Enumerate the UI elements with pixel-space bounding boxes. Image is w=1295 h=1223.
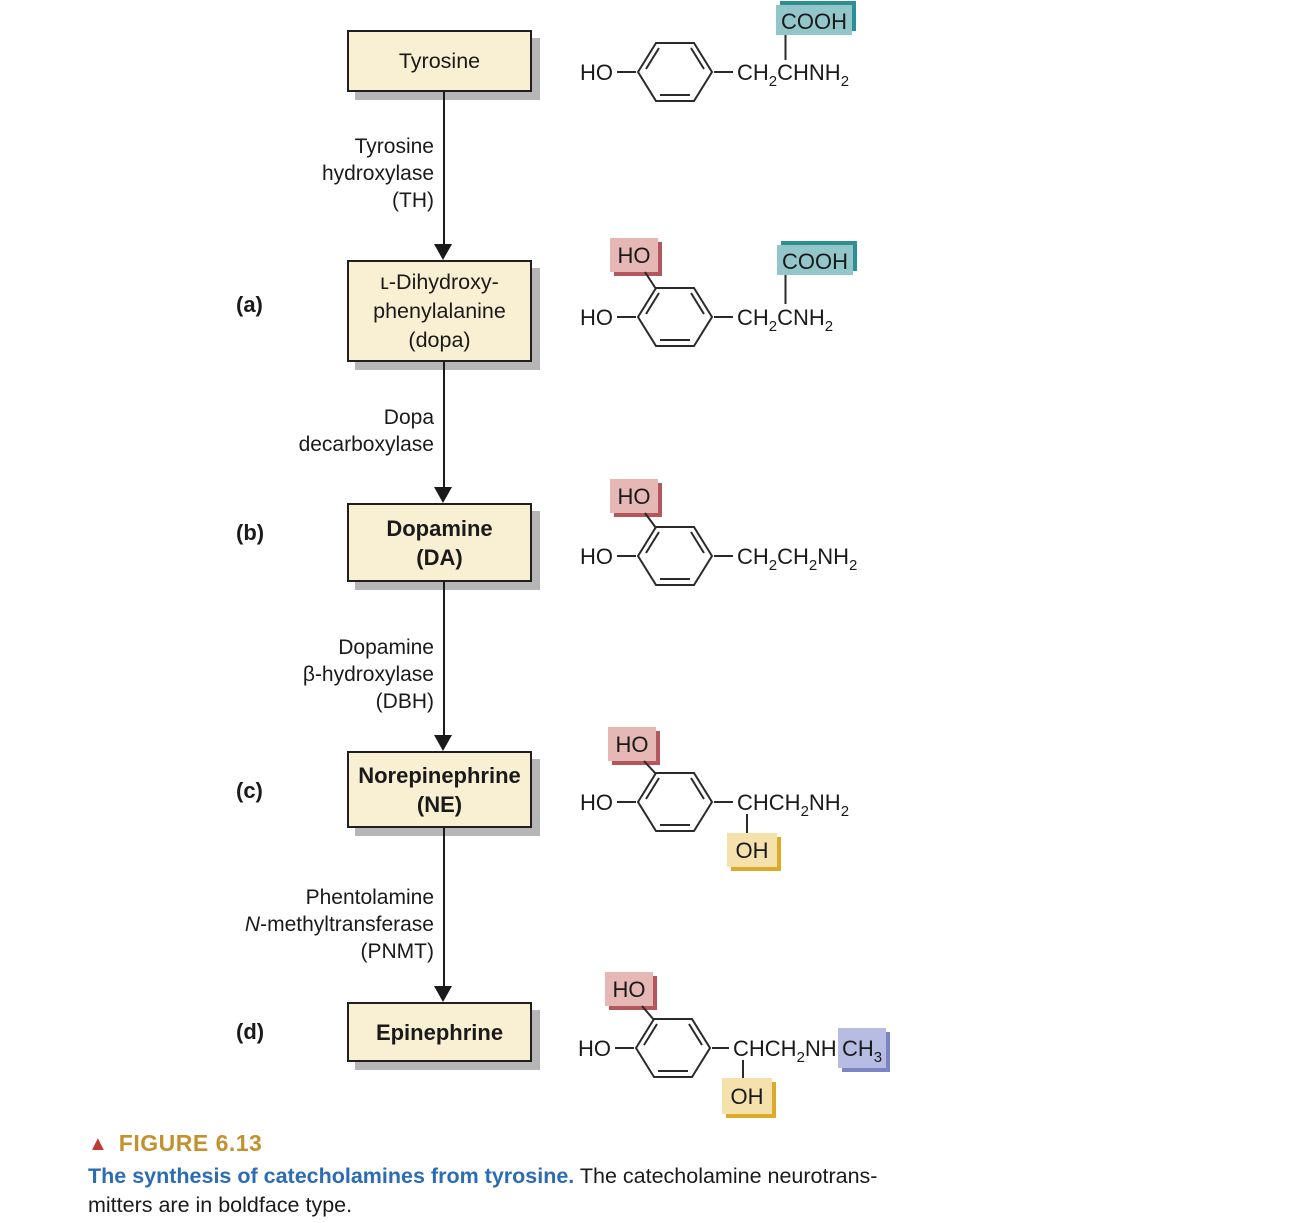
ring-ho-highlight (605, 972, 657, 1010)
figure-caption (88, 1162, 1048, 1219)
benzene-ring (638, 43, 712, 101)
ho-label: HO (578, 1036, 611, 1061)
double-bond (644, 1024, 657, 1045)
arrow-shaft (443, 828, 445, 987)
panel-label-a: (a) (236, 292, 263, 317)
enzyme-dopa-decarboxylase (120, 404, 434, 458)
node-label: Dopamine (386, 515, 493, 541)
structure-dopamine (565, 470, 895, 600)
node-label: phenylalanine (373, 298, 506, 323)
benzene-ring (638, 527, 712, 585)
structure-epinephrine (565, 960, 940, 1125)
arrow-down-icon (434, 362, 454, 503)
node-dopamine (347, 503, 532, 582)
node-dopa (347, 260, 532, 362)
ring-ho-label: HO (612, 977, 646, 1002)
node-label: Epinephrine (375, 1019, 504, 1045)
ring-ho-label: HO (615, 732, 649, 757)
enzyme-tyrosine-hydroxylase (120, 133, 434, 214)
methyl-highlight (838, 1028, 890, 1072)
enzyme-line-rest: -methyltransferase (260, 913, 434, 936)
ring-ho-highlight (610, 479, 662, 517)
enzyme-line (120, 911, 434, 938)
structure-dopa (565, 235, 895, 375)
side-chain-formula: $CH_2CH_2NH_2$ (737, 544, 858, 574)
arrow-head (434, 244, 452, 260)
arrow-down-icon (434, 828, 454, 1002)
caption-text: The catecholamine neurotrans- (574, 1164, 878, 1188)
node-label: Norepinephrine (358, 762, 521, 788)
methyl-label: $CH_3$ (842, 1036, 883, 1066)
enzyme-line: Tyrosine (354, 135, 434, 158)
enzyme-line: decarboxylase (298, 433, 434, 456)
node-label: (dopa) (408, 327, 471, 352)
node-label: (NE) (416, 791, 463, 817)
enzyme-line: (TH) (392, 189, 434, 212)
node-label: (DA) (416, 544, 463, 570)
oh-label: OH (730, 1084, 764, 1109)
side-chain-formula: $CHCH_2NH_2$ (737, 790, 850, 820)
benzene-ring (636, 1019, 710, 1077)
enzyme-line: Dopamine (338, 636, 434, 659)
enzyme-line: Phentolamine (305, 886, 434, 909)
enzyme-pnmt (120, 884, 434, 965)
double-bond (691, 778, 704, 799)
node-tyrosine (347, 30, 532, 92)
ring-ho-label: HO (617, 484, 651, 509)
arrow-down-icon (434, 582, 454, 751)
oh-label: OH (735, 838, 769, 863)
cooh-label: COOH (781, 9, 847, 34)
structure-tyrosine (565, 0, 895, 125)
figure-label-row (88, 1130, 262, 1157)
side-chain-formula: $CH_2CNH_2$ (737, 305, 834, 335)
enzyme-line: (PNMT) (360, 940, 434, 963)
enzyme-line: hydroxylase (321, 162, 434, 185)
panel-label-d: (d) (236, 1019, 265, 1044)
cooh-label: COOH (782, 249, 848, 274)
arrow-head (434, 735, 452, 751)
ring-ho-highlight (608, 727, 660, 765)
node-epinephrine (347, 1002, 532, 1062)
node-label: Tyrosine (398, 48, 481, 73)
figure-number: FIGURE 6.13 (118, 1130, 263, 1156)
node-label: ʟ-Dihydroxy- (380, 269, 499, 294)
double-bond (646, 293, 659, 314)
ho-label: HO (580, 790, 613, 815)
double-bond (646, 532, 659, 553)
enzyme-line: Dopa (383, 406, 434, 429)
arrow-shaft (443, 362, 445, 488)
italic-n: N (244, 913, 261, 936)
benzene-ring (638, 773, 712, 831)
arrow-head (434, 986, 452, 1002)
benzene-ring (638, 288, 712, 346)
ring-ho-highlight (610, 238, 662, 276)
enzyme-line: (DBH) (375, 690, 434, 713)
side-chain-formula: $CHCH_2NH$ (733, 1036, 837, 1066)
double-bond (691, 293, 704, 314)
enzyme-line: β-hydroxylase (302, 663, 434, 686)
double-bond (689, 1024, 702, 1045)
cooh-highlight (776, 1, 856, 35)
arrow-down-icon (434, 92, 454, 260)
structure-norepinephrine (565, 715, 895, 880)
enzyme-dopamine-beta-hydroxylase (120, 634, 434, 715)
oh-highlight (722, 1078, 776, 1118)
double-bond (691, 48, 704, 69)
arrow-shaft (443, 582, 445, 736)
caption-text: mitters are in boldface type. (88, 1192, 353, 1217)
side-chain-formula: $CH_2CHNH_2$ (737, 60, 850, 90)
panel-label-b: (b) (236, 520, 265, 545)
oh-highlight (727, 833, 781, 871)
ring-ho-label: HO (617, 243, 651, 268)
double-bond (646, 778, 659, 799)
cooh-highlight (777, 241, 857, 275)
ho-label: HO (580, 305, 613, 330)
caption-title: The synthesis of catecholamines from tyrosine. (88, 1164, 575, 1188)
panel-label-c: (c) (236, 778, 263, 803)
arrow-head (434, 487, 452, 503)
triangle-marker-icon: ▲ (88, 1132, 108, 1155)
double-bond (691, 532, 704, 553)
double-bond (646, 48, 659, 69)
ho-label: HO (580, 544, 613, 569)
arrow-shaft (443, 92, 445, 245)
ho-label: HO (580, 60, 613, 85)
node-norepinephrine (347, 751, 532, 828)
